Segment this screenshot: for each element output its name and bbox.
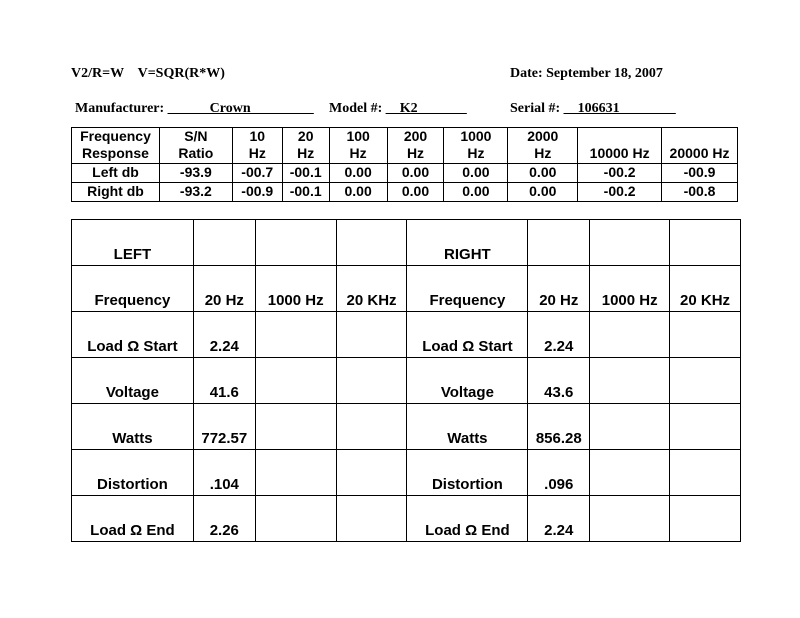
- freq-header-line: Hz: [534, 145, 552, 161]
- serial-label: Serial #:: [510, 101, 564, 116]
- freq-header-cell: [329, 128, 387, 164]
- serial-value: __106631________: [563, 101, 676, 116]
- serial-line: [510, 101, 676, 117]
- freq-value-cell: -00.9: [232, 183, 282, 202]
- load-value-cell: [255, 450, 336, 496]
- load-value-cell: [336, 404, 407, 450]
- load-row-label: LEFT: [72, 220, 194, 266]
- load-row: [72, 266, 741, 312]
- load-value-cell: .104: [193, 450, 255, 496]
- load-row-label: Voltage: [72, 358, 194, 404]
- load-value-cell: [590, 220, 670, 266]
- load-value-cell: 2.24: [528, 312, 590, 358]
- load-value-cell: 20 Hz: [193, 266, 255, 312]
- load-test-table: [71, 219, 741, 542]
- load-value-cell: [590, 358, 670, 404]
- freq-header-cell: [72, 128, 160, 164]
- load-value-cell: [336, 450, 407, 496]
- load-value-cell: [255, 220, 336, 266]
- load-value-cell: [528, 220, 590, 266]
- freq-value-cell: -00.8: [662, 183, 738, 202]
- freq-header-line: 20000 Hz: [669, 145, 730, 161]
- freq-header-line: 10: [249, 128, 266, 144]
- freq-header-line: Hz: [406, 145, 425, 161]
- freq-data-row: [72, 183, 738, 202]
- load-value-cell: [590, 404, 670, 450]
- load-row-label: Frequency: [407, 266, 528, 312]
- load-value-cell: [255, 312, 336, 358]
- freq-header-line: S/N: [184, 128, 208, 144]
- model-value: __K2_______: [385, 101, 467, 116]
- freq-header-cell: [578, 128, 662, 164]
- load-value-cell: [193, 220, 255, 266]
- date-text: Date: September 18, 2007: [510, 66, 663, 81]
- freq-header-line: Response: [82, 145, 149, 161]
- load-value-cell: [590, 312, 670, 358]
- freq-value-cell: -93.2: [159, 183, 232, 202]
- freq-value-cell: -00.7: [232, 164, 282, 183]
- model-line: [329, 101, 467, 117]
- manufacturer-label: Manufacturer:: [75, 101, 168, 116]
- freq-value-cell: -00.1: [282, 183, 329, 202]
- load-value-cell: 2.24: [528, 496, 590, 542]
- load-row-label: RIGHT: [407, 220, 528, 266]
- load-row: [72, 358, 741, 404]
- freq-header-line: Frequency: [80, 128, 151, 144]
- load-row-label: Load Ω Start: [407, 312, 528, 358]
- freq-header-line: 200: [403, 128, 428, 144]
- freq-header-line: Hz: [248, 145, 266, 161]
- freq-header-cell: [387, 128, 444, 164]
- freq-header-line: Hz: [467, 145, 485, 161]
- load-value-cell: [590, 450, 670, 496]
- freq-header-cell: [662, 128, 738, 164]
- freq-header-line: 10000 Hz: [589, 145, 650, 161]
- load-value-cell: [670, 404, 741, 450]
- load-value-cell: 2.24: [193, 312, 255, 358]
- freq-value-cell: -00.1: [282, 164, 329, 183]
- load-row: [72, 404, 741, 450]
- freq-header-line: Hz: [349, 145, 367, 161]
- load-row-label: Frequency: [72, 266, 194, 312]
- load-value-cell: 41.6: [193, 358, 255, 404]
- freq-header-line: 2000: [527, 128, 559, 144]
- load-row-label: Voltage: [407, 358, 528, 404]
- load-value-cell: 772.57: [193, 404, 255, 450]
- freq-header-cell: [444, 128, 508, 164]
- freq-header-line: 100: [346, 128, 370, 144]
- freq-header-line: Hz: [297, 145, 315, 161]
- freq-data-row: [72, 164, 738, 183]
- freq-value-cell: 0.00: [444, 183, 508, 202]
- load-value-cell: 43.6: [528, 358, 590, 404]
- load-value-cell: [336, 312, 407, 358]
- load-row-label: Distortion: [407, 450, 528, 496]
- load-row-label: Load Ω End: [407, 496, 528, 542]
- freq-header-line: Ratio: [178, 145, 214, 161]
- load-value-cell: [670, 220, 741, 266]
- freq-value-cell: 0.00: [444, 164, 508, 183]
- freq-value-cell: 0.00: [508, 183, 578, 202]
- load-row-label: Watts: [407, 404, 528, 450]
- freq-header-cell: [232, 128, 282, 164]
- load-value-cell: 20 KHz: [336, 266, 407, 312]
- load-value-cell: 1000 Hz: [255, 266, 336, 312]
- load-row-label: Load Ω End: [72, 496, 194, 542]
- load-value-cell: 1000 Hz: [590, 266, 670, 312]
- freq-value-cell: -00.2: [578, 164, 662, 183]
- manufacturer-value: ______Crown_________: [167, 101, 314, 116]
- freq-value-cell: 0.00: [508, 164, 578, 183]
- load-row-label: Load Ω Start: [72, 312, 194, 358]
- load-value-cell: [590, 496, 670, 542]
- load-value-cell: [670, 312, 741, 358]
- freq-value-cell: -00.9: [662, 164, 738, 183]
- load-value-cell: [255, 404, 336, 450]
- freq-header-cell: [282, 128, 329, 164]
- model-label: Model #:: [329, 101, 386, 116]
- load-value-cell: [670, 358, 741, 404]
- frequency-response-table: [71, 127, 738, 202]
- freq-value-cell: 0.00: [329, 183, 387, 202]
- freq-header-line: [662, 128, 737, 145]
- load-value-cell: [255, 496, 336, 542]
- freq-row-label: Left db: [72, 164, 160, 183]
- freq-value-cell: -00.2: [578, 183, 662, 202]
- freq-value-cell: 0.00: [387, 164, 444, 183]
- freq-header-cell: [159, 128, 232, 164]
- load-row-label: Watts: [72, 404, 194, 450]
- load-value-cell: [670, 450, 741, 496]
- formula-text: V2/R=W V=SQR(R*W): [71, 66, 225, 81]
- load-row: [72, 496, 741, 542]
- load-value-cell: [336, 220, 407, 266]
- load-value-cell: [336, 358, 407, 404]
- manufacturer-line: [75, 101, 314, 117]
- freq-value-cell: 0.00: [329, 164, 387, 183]
- load-row-label: Distortion: [72, 450, 194, 496]
- load-value-cell: 2.26: [193, 496, 255, 542]
- load-value-cell: 856.28: [528, 404, 590, 450]
- load-value-cell: 20 KHz: [670, 266, 741, 312]
- load-value-cell: [670, 496, 741, 542]
- freq-header-line: [578, 128, 661, 145]
- load-row: [72, 450, 741, 496]
- load-value-cell: [255, 358, 336, 404]
- load-value-cell: 20 Hz: [528, 266, 590, 312]
- freq-value-cell: -93.9: [159, 164, 232, 183]
- freq-header-line: 1000: [460, 128, 492, 144]
- freq-header-cell: [508, 128, 578, 164]
- freq-row-label: Right db: [72, 183, 160, 202]
- freq-header-row: [72, 128, 738, 164]
- freq-value-cell: 0.00: [387, 183, 444, 202]
- freq-header-line: 20: [297, 128, 314, 144]
- load-row: [72, 312, 741, 358]
- load-value-cell: [336, 496, 407, 542]
- load-row: [72, 220, 741, 266]
- load-value-cell: .096: [528, 450, 590, 496]
